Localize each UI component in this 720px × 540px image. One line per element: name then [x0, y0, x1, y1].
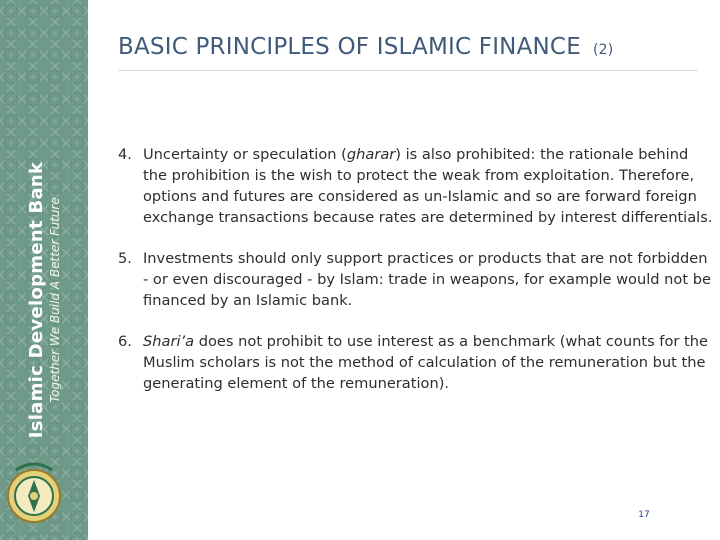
- bank-tagline: Together We Build A Better Future: [48, 197, 62, 403]
- principles-list: [118, 144, 716, 414]
- item-number: 6.: [118, 333, 132, 350]
- item-emphasis: gharar: [346, 146, 396, 163]
- item-number: 5.: [118, 250, 132, 267]
- bank-branding: [26, 162, 62, 439]
- list-item: [118, 144, 716, 228]
- item-emphasis: Shari’a: [143, 333, 195, 350]
- item-text: Investments should only support practices or products that are not forbidden - or even discouraged - by Islam: trade in weapons, for example would not be financed by an Islamic bank.: [143, 250, 711, 309]
- slide-title-text: BASIC PRINCIPLES OF ISLAMIC FINANCE: [118, 34, 581, 60]
- bank-emblem-icon: [6, 456, 62, 530]
- slide-title: [118, 34, 613, 60]
- bank-name: Islamic Development Bank: [26, 161, 47, 439]
- item-text-rest: ) is also prohibited: the rationale behind the prohibition is the wish to protect the weak from exploitation. Therefore, options and futures are considered as un-Islamic and so are forward foreign exchange transactions because rates are determined by interest differentials.: [143, 146, 713, 226]
- title-divider: [118, 70, 698, 71]
- item-text-rest: does not prohibit to use interest as a benchmark (what counts for the Muslim scholars is not the method of calculation of the remuneration but the generating element of the remuneration).: [143, 333, 708, 392]
- item-text: Uncertainty or speculation (: [143, 146, 347, 163]
- item-number: 4.: [118, 146, 132, 163]
- page-number: 17: [638, 510, 650, 520]
- sidebar-band: [0, 0, 88, 540]
- list-item: [118, 248, 716, 311]
- slide-title-suffix: (2): [592, 42, 614, 58]
- list-item: [118, 331, 716, 394]
